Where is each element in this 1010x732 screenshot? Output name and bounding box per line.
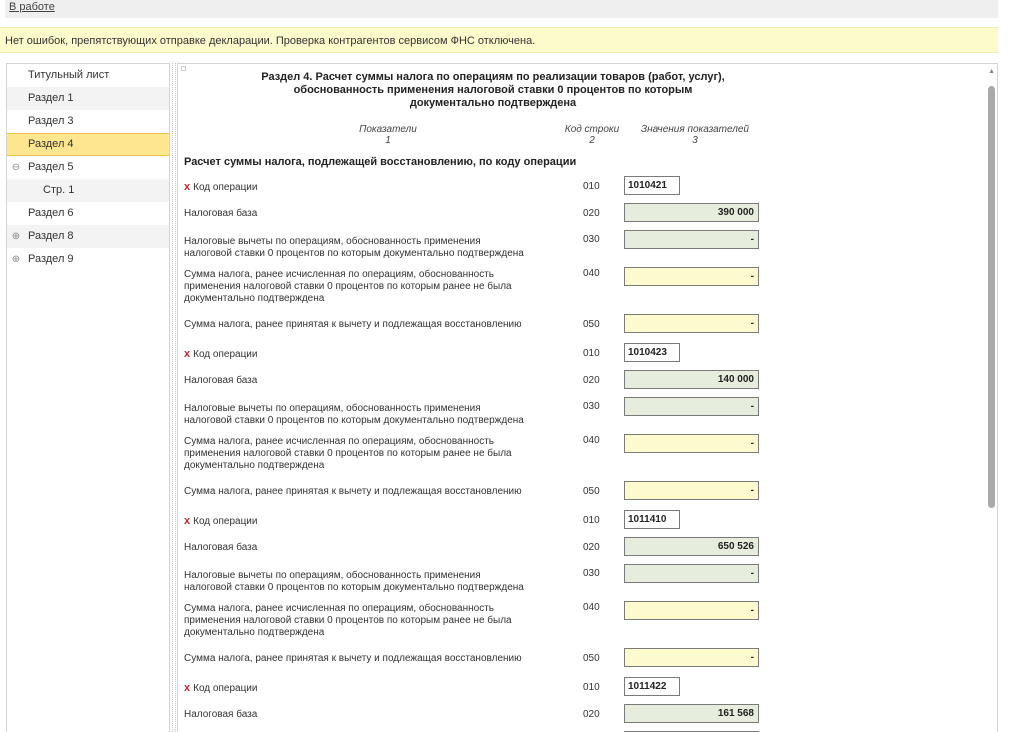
tax-base-field[interactable]: 650 526 <box>624 537 759 556</box>
sidebar-item-section-8[interactable] <box>7 225 169 248</box>
column-header-number: 3 <box>692 135 698 146</box>
op-code-field[interactable]: 1011410 <box>624 510 680 529</box>
top-status-bar <box>5 0 998 18</box>
tax-base-label: Налоговая база <box>184 375 258 386</box>
calculated-tax-label <box>184 603 579 639</box>
vertical-scrollbar[interactable] <box>985 64 997 732</box>
op-code-label <box>184 682 579 695</box>
label-line: Налоговые вычеты по операциям, обоснованность применения <box>184 403 481 414</box>
restored-tax-label: Сумма налога, ранее принятая к вычету и подлежащая восстановлению <box>184 653 522 664</box>
delete-icon[interactable]: x <box>184 515 191 527</box>
deductions-field[interactable]: - <box>624 564 759 583</box>
line-code: 020 <box>583 375 600 386</box>
deductions-label <box>184 570 579 594</box>
sidebar-item-label: Раздел 6 <box>28 207 74 219</box>
label-line: Налоговые вычеты по операциям, обоснованность применения <box>184 570 481 581</box>
line-code: 020 <box>583 208 600 219</box>
label-line: документально подтверждена <box>184 627 325 638</box>
label-line: налоговой ставки 0 процентов по которым документально подтверждена <box>184 415 524 426</box>
deductions-label <box>184 403 579 427</box>
deductions-label <box>184 236 579 260</box>
column-header-indicators <box>328 124 448 146</box>
line-code: 010 <box>583 181 600 192</box>
op-code-label <box>184 181 579 194</box>
calculated-tax-field[interactable]: - <box>624 267 759 286</box>
line-code: 050 <box>583 653 600 664</box>
sidebar-item-label: Раздел 4 <box>28 138 74 150</box>
sections-sidebar <box>6 63 170 732</box>
column-header-number: 1 <box>385 135 391 146</box>
line-code: 030 <box>583 568 600 579</box>
tax-base-field[interactable]: 390 000 <box>624 203 759 222</box>
section-title <box>178 71 808 110</box>
op-code-field[interactable]: 1010423 <box>624 343 680 362</box>
label-line: Сумма налога, ранее исчисленная по операциям, обоснованность <box>184 436 495 447</box>
tax-base-label: Налоговая база <box>184 709 258 720</box>
deductions-field[interactable]: - <box>624 230 759 249</box>
expand-icon[interactable]: ⊕ <box>11 231 21 242</box>
collapse-icon[interactable]: ⊖ <box>11 162 21 173</box>
expand-icon[interactable]: ⊕ <box>11 254 21 265</box>
title-line: Раздел 4. Расчет суммы налога по операциям по реализации товаров (работ, услуг), <box>261 71 725 83</box>
restored-tax-field[interactable]: - <box>624 314 759 333</box>
delete-icon[interactable]: x <box>184 348 191 360</box>
calculated-tax-field[interactable]: - <box>624 434 759 453</box>
column-header-code <box>562 124 622 146</box>
sidebar-item-label: Раздел 1 <box>28 92 74 104</box>
sidebar-item-section-4[interactable] <box>7 133 169 156</box>
title-line: документально подтверждена <box>409 97 577 109</box>
deductions-field[interactable]: - <box>624 397 759 416</box>
sidebar-item-label: Раздел 3 <box>28 115 74 127</box>
column-header-text: Значения показателей <box>640 124 749 135</box>
line-code: 040 <box>583 602 600 613</box>
label-line: применения налоговой ставки 0 процентов по которым ранее не была <box>184 281 512 292</box>
title-line: обоснованность применения налоговой ставки 0 процентов по которым <box>293 84 693 96</box>
label-text: Код операции <box>193 516 258 527</box>
line-code: 020 <box>583 542 600 553</box>
line-code: 030 <box>583 234 600 245</box>
line-code: 010 <box>583 515 600 526</box>
label-line: применения налоговой ставки 0 процентов по которым ранее не была <box>184 615 512 626</box>
validation-notice: Нет ошибок, препятствующих отправке декларации. Проверка контрагентов сервисом ФНС отключена. <box>0 27 998 53</box>
label-line: Налоговые вычеты по операциям, обоснованность применения <box>184 236 481 247</box>
restored-tax-label: Сумма налога, ранее принятая к вычету и подлежащая восстановлению <box>184 486 522 497</box>
restored-tax-field[interactable]: - <box>624 648 759 667</box>
sidebar-item-section-9[interactable] <box>7 248 169 271</box>
line-code: 010 <box>583 348 600 359</box>
op-code-label <box>184 515 579 528</box>
tax-base-label: Налоговая база <box>184 542 258 553</box>
calculated-tax-label <box>184 269 579 305</box>
status-link[interactable]: В работе <box>9 1 55 13</box>
column-header-text: Код строки <box>564 124 620 135</box>
op-code-label <box>184 348 579 361</box>
label-line: налоговой ставки 0 процентов по которым документально подтверждена <box>184 248 524 259</box>
label-line: Сумма налога, ранее исчисленная по операциям, обоснованность <box>184 269 495 280</box>
restored-tax-field[interactable]: - <box>624 481 759 500</box>
delete-icon[interactable]: x <box>184 181 191 193</box>
tax-base-field[interactable]: 161 568 <box>624 704 759 723</box>
calculated-tax-label <box>184 436 579 472</box>
sidebar-item-label: Раздел 5 <box>28 161 74 173</box>
sidebar-item-label: Раздел 9 <box>28 253 74 265</box>
line-code: 050 <box>583 319 600 330</box>
tax-base-field[interactable]: 140 000 <box>624 370 759 389</box>
label-line: налоговой ставки 0 процентов по которым документально подтверждена <box>184 582 524 593</box>
restored-tax-label: Сумма налога, ранее принятая к вычету и подлежащая восстановлению <box>184 319 522 330</box>
sidebar-item-section-1[interactable] <box>7 87 169 110</box>
scroll-up-icon[interactable]: ▲ <box>988 68 995 75</box>
line-code: 030 <box>583 401 600 412</box>
line-code: 050 <box>583 486 600 497</box>
label-line: документально подтверждена <box>184 293 325 304</box>
delete-icon[interactable]: x <box>184 682 191 694</box>
label-text: Код операции <box>193 349 258 360</box>
line-code: 040 <box>583 435 600 446</box>
column-header-values <box>630 124 760 146</box>
op-code-field[interactable]: 1011422 <box>624 677 680 696</box>
op-code-field[interactable]: 1010421 <box>624 176 680 195</box>
scrollbar-thumb[interactable] <box>988 86 995 508</box>
sidebar-item-label: Стр. 1 <box>43 184 75 196</box>
subheading: Расчет суммы налога, подлежащей восстановлению, по коду операции <box>184 156 577 168</box>
label-line: Сумма налога, ранее исчисленная по операциям, обоснованность <box>184 603 495 614</box>
calculated-tax-field[interactable]: - <box>624 601 759 620</box>
sidebar-item-section-3[interactable] <box>7 110 169 133</box>
sidebar-item-section-6[interactable] <box>7 202 169 225</box>
sidebar-item-title-page[interactable] <box>7 64 169 87</box>
sidebar-item-label: Раздел 8 <box>28 230 74 242</box>
line-code: 040 <box>583 268 600 279</box>
line-code: 010 <box>583 682 600 693</box>
sidebar-item-section-5-page-1[interactable] <box>7 179 169 202</box>
sidebar-item-section-5[interactable] <box>7 156 169 179</box>
line-code: 020 <box>583 709 600 720</box>
label-text: Код операции <box>193 683 258 694</box>
column-header-number: 2 <box>589 135 595 146</box>
sidebar-item-label: Титульный лист <box>28 69 110 81</box>
panel-splitter[interactable] <box>172 63 176 732</box>
label-line: применения налоговой ставки 0 процентов по которым ранее не была <box>184 448 512 459</box>
label-text: Код операции <box>193 182 258 193</box>
form-panel <box>177 63 998 732</box>
label-line: документально подтверждена <box>184 460 325 471</box>
column-header-text: Показатели <box>359 124 417 135</box>
tax-base-label: Налоговая база <box>184 208 258 219</box>
